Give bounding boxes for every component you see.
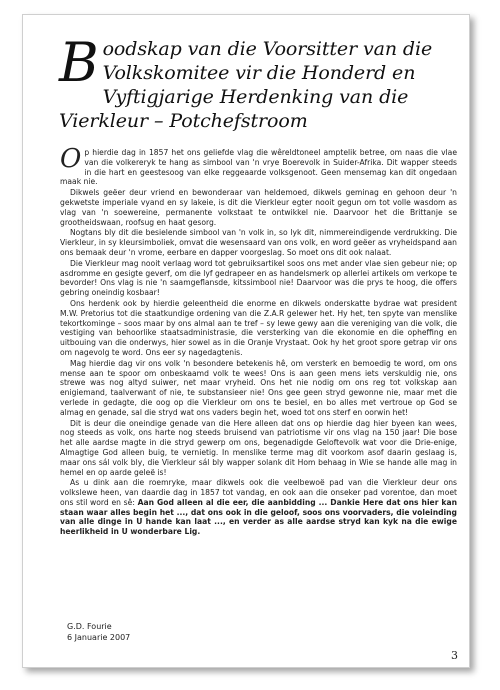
paragraph: Dit is deur die oneindige genade van die Here alleen dat ons op hierdie dag hier byeen kan wees, nog steeds as volk, ons harte nog steeds bruisend van patriotisme vir ons vlag na 150 jaar! Die bose het alle aardse magte in die stryd gewerp om ons, begenadigde Geloftevolk wat voor die Drie-enige, Almagtige God alleen buig, te vernietig. In menslike terme mag dit voorkom asof daarin geslaag is, maar ons sál volk bly, die Vierkleur sál bly wapper solank dit Hom behaag in Wie se hande alle mag in hemel en op aarde geleë is! xyxy=(60,418,457,477)
paragraph: Die Vierkleur mag nooit verlaag word tot gebruiksartikel soos ons met ander vlae sien gebeur nie; op asdromme en gesigte geverf, om die lyf gedrapeer en as handelsmerk op allerlei artikels om verkope te bevorder! Ons vlag is nie 'n saamgeflansde, kitssimbool nie! Daarvoor was die prys te hoog, die offers gebring oneindig kosbaar! xyxy=(60,258,457,298)
page-title xyxy=(59,31,459,133)
paragraph xyxy=(60,144,457,187)
page-number: 3 xyxy=(451,649,458,662)
author-name: G.D. Fourie xyxy=(67,622,112,631)
title-text: oodskap van die Voorsitter van die Volkskomitee vir die Honderd en Vyftigjarige Herdenking van die Vierkleur – Potchefstroom xyxy=(59,38,433,132)
paragraph: Mag hierdie dag vir ons volk 'n besondere betekenis hê, om versterk en bemoedig te word, om ons mense aan te spoor om onbeskaamd volk te wees! Ons is aan geen mens iets verskuldig nie, ons strewe was nog altyd suiwer, net maar vryheid. Ons het nie nodig om ons reg tot volkskap aan enigiemand, taalverwant of nie, te substansieer nie! Ons gee geen stryd gewonne nie, maar met die verlede in gedagte, die oog op die Vierkleur om ons te besiel, en bo alles met vertroue op God se almag en genade, sal die stryd wat ons vaders begin het, woed tot ons sterf en oorwin het! xyxy=(60,358,457,417)
article-body xyxy=(60,144,457,538)
paragraph: Dikwels geëer deur vriend en bewonderaar van heldemoed, dikwels geminag en gehoon deur 'n gekwetste imperiale vyand en sy lakeie, is dit die Vierkleur egter nooit gegun om tot volle wasdom as vlag van 'n soewereine, permanente volkstaat te ontwikkel nie. Daarvoor het die Brittanje se grootheidswaan, roofsug en haat gesorg. xyxy=(60,188,457,227)
paragraph: Nogtans bly dit die besielende simbool van 'n volk in, so lyk dit, nimmereindigende verdrukking. Die Vierkleur, in sy kleursimboliek, omvat die wesensaard van ons volk, en word geëer as vryheidspand aan ons bemaak deur 'n vrome, eerbare en dapper voorgeslag. So moet ons dit ook nalaat. xyxy=(60,228,457,257)
paragraph xyxy=(60,478,457,537)
paragraph-text: p hierdie dag in 1857 het ons geliefde vlag die wêreldtoneel amptelik betree, om naas die vlae van die volkereryk te hang as simbool van 'n vrye Boerevolk in Suider-Afrika. Dit wapper steeds in die hart en geestesoog van elke reggeaarde volksgenoot. Geen mensemag kan dit ongedaan maak nie. xyxy=(60,148,457,187)
paragraph: Ons herdenk ook by hierdie geleentheid die enorme en dikwels onderskatte bydrae wat president M.W. Pretorius tot die staatkundige ordening van die Z.A.R gelewer het. Hy het, ten spyte van menslike tekortkominge – soos maar by ons almal aan te tref – sy lewe gewy aan die vereniging van die volk, die vestiging van behoorlike staatsadministrasie, die versterking van die ekonomie en die opheffing en uitbouing van die onderwys, hier sowel as in die Oranje Vrystaat. Ook hy het groot spore getrap vir ons om nagevolg te word. Ons eer sy nagedagtenis. xyxy=(60,298,457,357)
signature-block xyxy=(67,621,130,643)
drop-cap: O xyxy=(60,144,82,174)
document-page xyxy=(22,14,470,668)
paragraph-text: As u dink aan die roemryke, maar dikwels ook die veelbewoë pad van die Vierkleur deur ons volkslewe heen, van daardie dag in 1857 tot vandag, en ook aan die onseker pad vorentoe, dan moet ons stil word en sê: xyxy=(60,478,457,507)
signature-date: 6 Januarie 2007 xyxy=(67,633,131,642)
closing-prayer: Aan God alleen al die eer, die aanbidding ... Dankie Here dat ons hier kan staan waar alles begin het ..., dat ons ook in die geloof, soos ons voorvaders, die voleinding van alle dinge in U hande kan laat ..., en verder as alle aardse stryd kan kyk na die ewige heerlikheid in U wonderbare Lig. xyxy=(60,497,457,537)
title-initial: B xyxy=(59,31,99,94)
